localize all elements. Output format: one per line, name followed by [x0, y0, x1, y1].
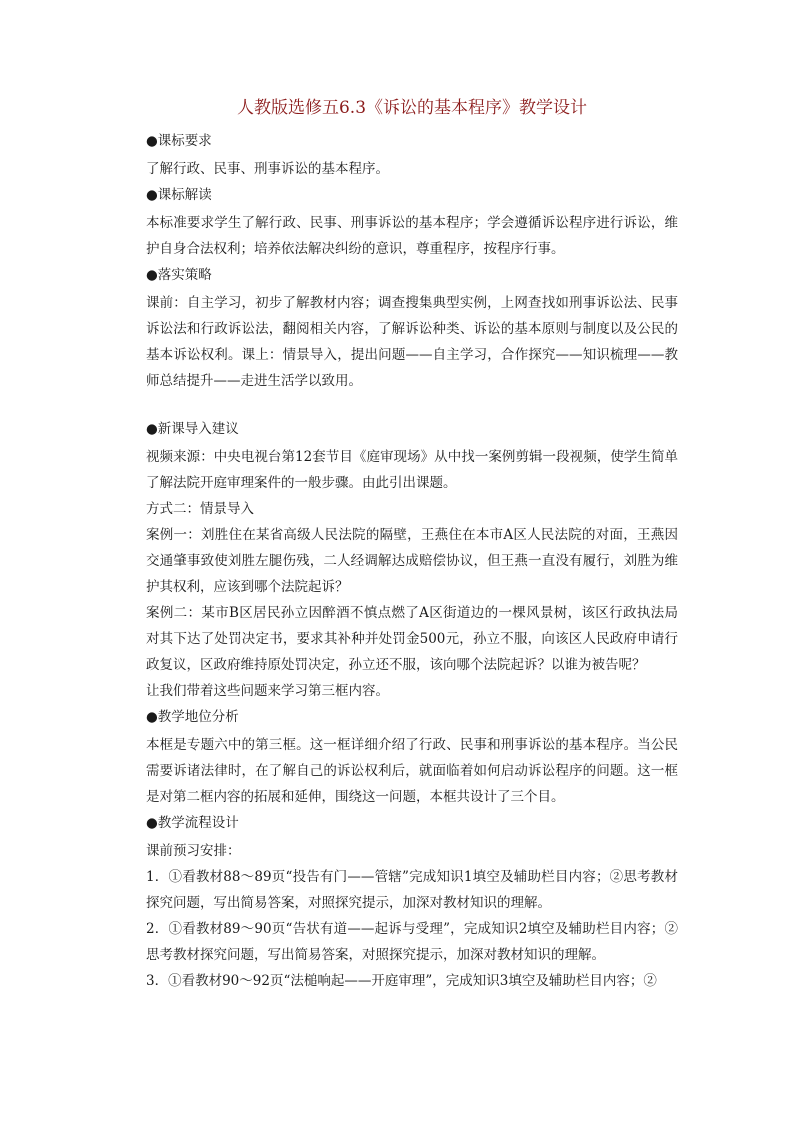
paragraph: 案例一：刘胜住在某省高级人民法院的隔壁，王燕住在本市A区人民法院的对面，王燕因交通肇事致使刘胜左腿伤残，二人经调解达成赔偿协议，但王燕一直没有履行，刘胜为维护其权利，应该到哪个法院起诉？: [146, 527, 678, 595]
section-heading: ●落实策略: [146, 267, 212, 283]
blank-line: [146, 396, 678, 418]
paragraph: 1．①看教材88～89页“投告有门——管辖”完成知识1填空及辅助栏目内容；②思考教材探究问题，写出简易答案，对照探究提示，加深对教材知识的理解。: [146, 869, 678, 911]
document-body: [146, 96, 678, 996]
section-kebiao-jiedu: [146, 184, 678, 262]
section-heading: ●新课导入建议: [146, 421, 239, 437]
section-heading: ●课标要求: [146, 133, 212, 149]
section-luoshi-celue: [146, 264, 678, 394]
section-xinke-daoru: [146, 418, 678, 704]
paragraph: 了解行政、民事、刑事诉讼的基本程序。: [146, 161, 389, 177]
paragraph: 2．①看教材89～90页“告状有道——起诉与受理”，完成知识2填空及辅助栏目内容；②思考教材探究问题，写出简易答案，对照探究提示，加深对教材知识的理解。: [146, 921, 678, 963]
paragraph: 3．①看教材90～92页“法槌响起——开庭审理”，完成知识3填空及辅助栏目内容；②: [146, 973, 657, 989]
paragraph: 课前预习安排：: [146, 843, 241, 859]
section-kebiao-yaoqiu: [146, 130, 678, 182]
paragraph: 案例二：某市B区居民孙立因醉酒不慎点燃了A区街道边的一棵风景树，该区行政执法局对其下达了处罚决定书，要求其补种并处罚金500元，孙立不服，向该区人民政府申请行政复议，区政府维持原处罚决定，孙立还不服，该向哪个法院起诉？以谁为被告呢？: [146, 605, 678, 673]
document-title: 人教版选修五6.3《诉讼的基本程序》教学设计: [236, 98, 588, 118]
paragraph: 本框是专题六中的第三框。这一框详细介绍了行政、民事和刑事诉讼的基本程序。当公民需要诉诸法律时，在了解自己的诉讼权利后，就面临着如何启动诉讼程序的问题。这一框是对第二框内容的拓展和延伸，围绕这一问题，本框共设计了三个目。: [146, 737, 678, 805]
paragraph: 课前：自主学习，初步了解教材内容；调查搜集典型实例，上网查找如刑事诉讼法、民事诉讼法和行政诉讼法，翻阅相关内容，了解诉讼种类、诉讼的基本原则与制度以及公民的基本诉讼权利。课上：情景导入，提出问题——自主学习，合作探究——知识梳理——教师总结提升——走进生活学以致用。: [146, 295, 678, 389]
paragraph: 让我们带着这些问题来学习第三框内容。: [146, 683, 389, 699]
paragraph: 方式二：情景导入: [146, 501, 254, 517]
paragraph: 本标准要求学生了解行政、民事、刑事诉讼的基本程序；学会遵循诉讼程序进行诉讼，维护自身合法权利；培养依法解决纠纷的意识，尊重程序，按程序行事。: [146, 215, 678, 257]
section-jiaoxue-diwei: [146, 706, 678, 810]
section-heading: ●教学地位分析: [146, 709, 239, 725]
section-jiaoxue-liucheng: [146, 812, 678, 994]
section-heading: ●课标解读: [146, 187, 212, 203]
paragraph: 视频来源：中央电视台第12套节目《庭审现场》从中找一案例剪辑一段视频，使学生简单了解法院开庭审理案件的一般步骤。由此引出课题。: [146, 449, 678, 491]
section-heading: ●教学流程设计: [146, 815, 239, 831]
